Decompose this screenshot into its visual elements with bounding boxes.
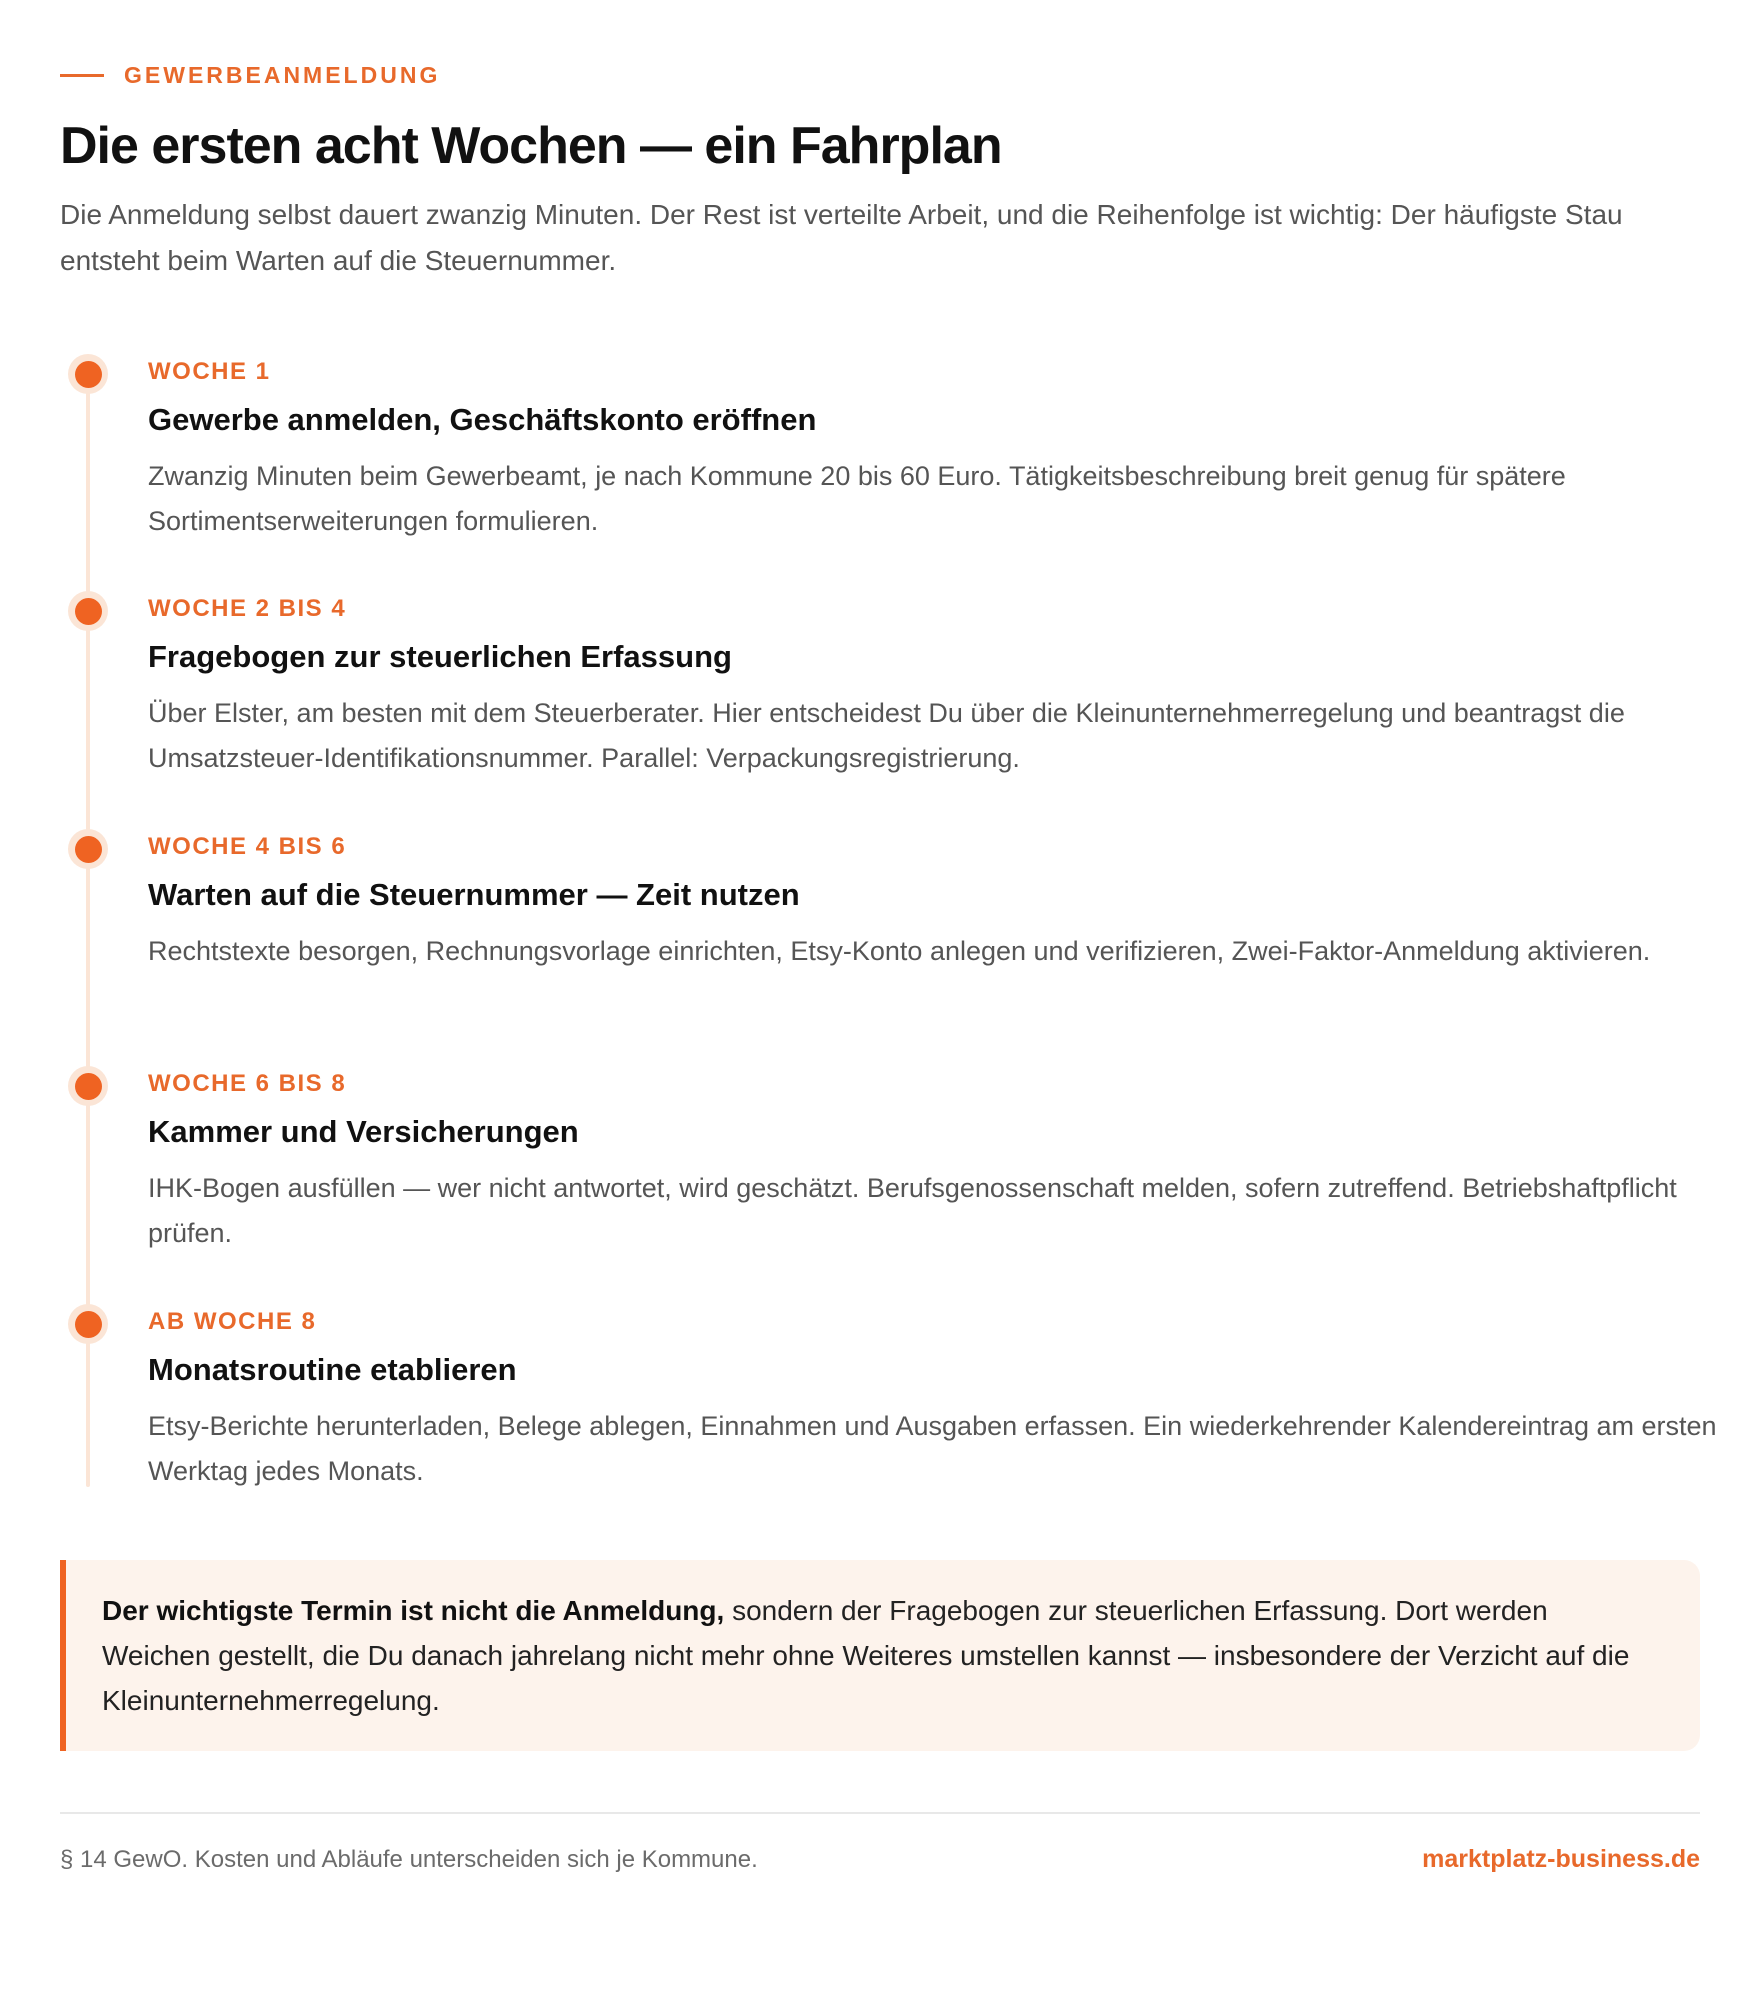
timeline-dot-icon [68,1304,108,1344]
step-text: Zwanzig Minuten beim Gewerbeamt, je nach Kommune 20 bis 60 Euro. Tätigkeitsbeschreibung breit genug für spätere Sortimentserweiterungen formulieren. [148,461,1566,536]
step-text: Über Elster, am besten mit dem Steuerberater. Hier entscheidest Du über die Kleinunternehmerregelung und beantragst die Umsatzsteuer-Identifikationsnummer. Parallel: Verpackungsregistrierung. [148,698,1625,773]
footer-divider [60,1812,1700,1814]
step-heading: Kammer und Versicherungen [148,1114,579,1149]
callout-box [60,1560,1700,1751]
step-label: WOCHE 4 BIS 6 [148,833,347,860]
page-title: Die ersten acht Wochen — ein Fahrplan [60,117,1002,175]
step-heading: Monatsroutine etablieren [148,1352,517,1387]
kicker-dash [60,74,104,77]
kicker-label: GEWERBEANMELDUNG [124,62,441,88]
callout-text: sondern der Fragebogen zur steuerlichen Erfassung. Dort werden Weichen gestellt, die Du danach jahrelang nicht mehr ohne Weiteres umstellen kannst — insbesondere der Verzicht auf die Kleinunternehmerregelung. [102,1595,1630,1716]
step-label: AB WOCHE 8 [148,1308,317,1335]
brand-link[interactable]: marktplatz-business.de [1422,1845,1700,1873]
callout-emphasis: Der wichtigste Termin ist nicht die Anmeldung, [102,1595,725,1626]
step-label: WOCHE 6 BIS 8 [148,1070,347,1097]
step-label: WOCHE 1 [148,358,271,385]
step-text: Rechtstexte besorgen, Rechnungsvorlage einrichten, Etsy-Konto anlegen und verifizieren, Zwei-Faktor-Anmeldung aktivieren. [148,936,1651,966]
lead-paragraph: Die Anmeldung selbst dauert zwanzig Minuten. Der Rest ist verteilte Arbeit, und die Reihenfolge ist wichtig: Der häufigste Stau entsteht beim Warten auf die Steuernummer. [60,199,1623,276]
step-heading: Gewerbe anmelden, Geschäftskonto eröffnen [148,402,817,437]
timeline-dot-icon [68,1066,108,1106]
footnote: § 14 GewO. Kosten und Abläufe unterscheiden sich je Kommune. [60,1846,758,1873]
step-text: Etsy-Berichte herunterladen, Belege ablegen, Einnahmen und Ausgaben erfassen. Ein wiederkehrender Kalendereintrag am ersten Werktag jedes Monats. [148,1411,1717,1486]
step-text: IHK-Bogen ausfüllen — wer nicht antwortet, wird geschätzt. Berufsgenossenschaft melden, sofern zutreffend. Betriebshaftpflicht prüfen. [148,1173,1677,1248]
step-label: WOCHE 2 BIS 4 [148,595,347,622]
timeline-dot-icon [68,829,108,869]
step-heading: Warten auf die Steuernummer — Zeit nutzen [148,877,800,912]
step-heading: Fragebogen zur steuerlichen Erfassung [148,639,732,674]
kicker [60,62,440,89]
timeline-dot-icon [68,591,108,631]
timeline-dot-icon [68,354,108,394]
